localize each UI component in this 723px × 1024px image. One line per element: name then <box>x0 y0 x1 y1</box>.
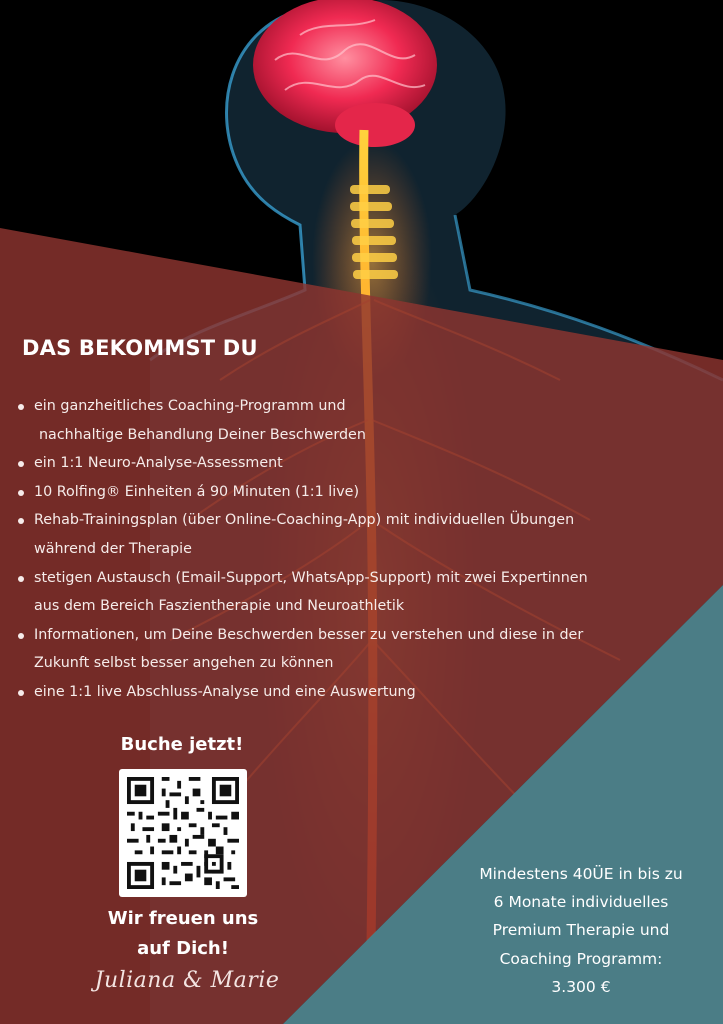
benefit-item-6 <box>14 621 714 678</box>
book-now-heading: Buche jetzt! <box>120 734 244 755</box>
benefit-line: ein ganzheitliches Coaching-Programm und <box>34 398 346 414</box>
benefit-line: Informationen, um Deine Beschwerden besser zu verstehen und diese in der <box>34 626 584 643</box>
section-heading: DAS BEKOMMST DU <box>22 336 258 360</box>
benefit-item-5 <box>14 564 714 621</box>
welcome-line-2: auf Dich! <box>137 938 229 959</box>
signature: Juliana & Marie <box>94 968 280 993</box>
offer-line-1: Mindestens 40ÜE in bis zu <box>479 865 683 883</box>
benefit-line: ein 1:1 Neuro-Analyse-Assessment <box>34 455 283 472</box>
benefit-item-3 <box>14 478 714 507</box>
offer-line-2: 6 Monate individuelles <box>493 893 669 912</box>
qr-code[interactable] <box>119 769 247 897</box>
benefits-list <box>14 392 714 707</box>
benefit-item-7 <box>14 678 714 707</box>
benefit-line: während der Therapie <box>34 540 192 557</box>
welcome-text <box>85 904 281 964</box>
welcome-line-1: Wir freuen uns <box>107 908 259 929</box>
offer-line-3: Premium Therapie und <box>492 921 670 940</box>
benefit-line: Rehab-Trainingsplan (über Online-Coaching-App) mit individuellen Übungen <box>34 512 575 529</box>
offer-line-4: Coaching Programm: <box>499 949 663 968</box>
offer-price: 3.300 € <box>551 977 611 996</box>
qr-code-pattern <box>127 777 239 889</box>
benefit-item-1 <box>14 392 714 449</box>
offer-text <box>450 860 712 1001</box>
benefit-line: Zukunft selbst besser angehen zu können <box>34 655 334 672</box>
benefit-item-2 <box>14 449 714 478</box>
benefit-item-4 <box>14 506 714 563</box>
benefit-line: nachhaltige Behandlung Deiner Beschwerden <box>39 426 366 443</box>
benefit-line: eine 1:1 live Abschluss-Analyse und eine Auswertung <box>34 683 416 700</box>
benefit-line: 10 Rolfing® Einheiten á 90 Minuten (1:1 live) <box>34 483 360 500</box>
benefit-line: stetigen Austausch (Email-Support, WhatsApp-Support) mit zwei Expertinnen <box>34 569 588 586</box>
benefit-line: aus dem Bereich Faszientherapie und Neuroathletik <box>34 598 405 615</box>
